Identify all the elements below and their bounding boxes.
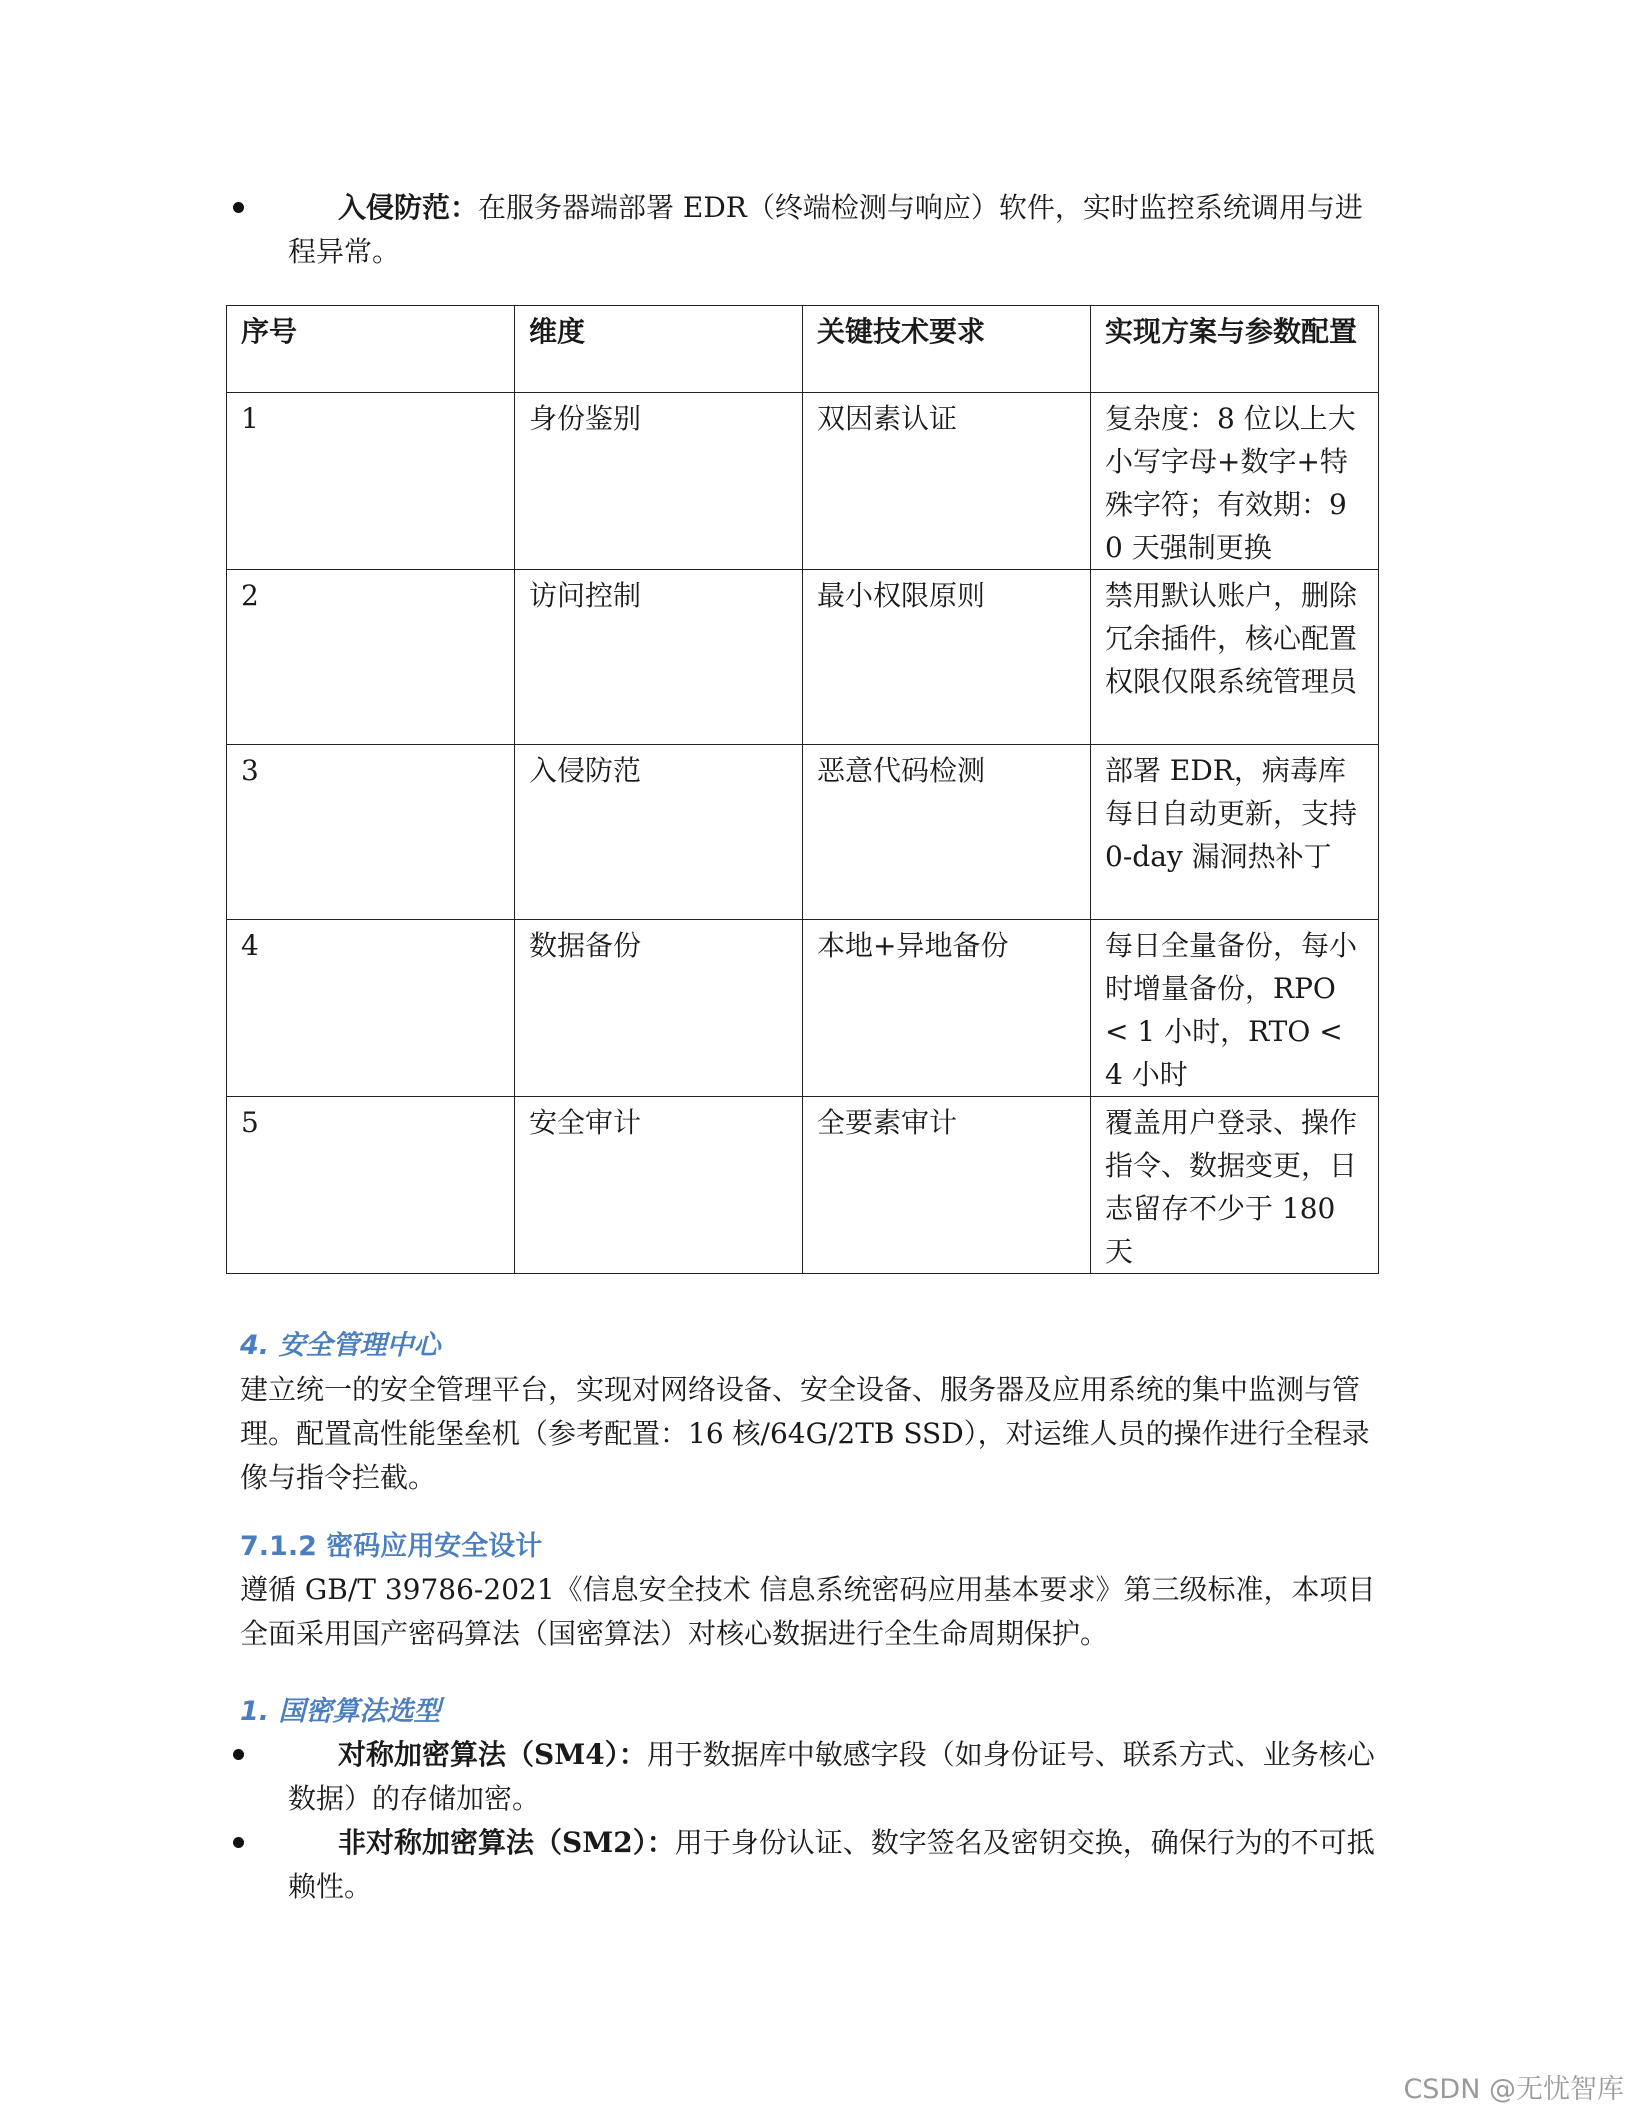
cell-index: 5 [227,1097,515,1274]
table-row [227,570,1379,745]
header-dimension: 维度 [515,306,803,393]
header-index: 序号 [227,306,515,393]
bullet-dot-icon [233,1749,244,1760]
bullet-lead: 对称加密算法（SM4）： [338,1738,647,1771]
cell-dimension: 数据备份 [515,920,803,1097]
section-heading-security-center: 4. 安全管理中心 [240,1330,441,1361]
cell-dimension: 访问控制 [515,570,803,745]
cell-index: 2 [227,570,515,745]
bullet-lead: 入侵防范： [338,191,479,224]
section-body-crypto-design: 遵循 GB/T 39786-2021《信息安全技术 信息系统密码应用基本要求》第三级标准，本项目全面采用国产密码算法（国密算法）对核心数据进行全生命周期保护。 [240,1573,1376,1650]
cell-requirement: 全要素审计 [803,1097,1091,1274]
bullet-text: 用于数据库中敏感字段（如身份证号、联系方式、业务核心数据）的存储加密。 [288,1738,1375,1815]
cell-index: 1 [227,393,515,570]
bullet-sm4 [236,1733,1386,1821]
cell-requirement: 双因素认证 [803,393,1091,570]
bullet-text: 在服务器端部署 EDR（终端检测与响应）软件，实时监控系统调用与进程异常。 [288,191,1363,268]
bullet-content [288,186,1386,274]
section-body-security-center: 建立统一的安全管理平台，实现对网络设备、安全设备、服务器及应用系统的集中监测与管理。配置高性能堡垒机（参考配置：16 核/64G/2TB SSD），对运维人员的操作进行全程录像与指令拦截。 [240,1373,1370,1494]
section-heading-algorithm-selection: 1. 国密算法选型 [240,1696,441,1727]
table-row [227,1097,1379,1274]
section-heading-crypto-design: 7.1.2 密码应用安全设计 [240,1531,543,1562]
cell-requirement: 最小权限原则 [803,570,1091,745]
bullet-sm2 [236,1821,1386,1909]
header-key-requirement: 关键技术要求 [803,306,1091,393]
bullet-content [288,1733,1386,1821]
cell-implementation: 覆盖用户登录、操作指令、数据变更，日志留存不少于 180 天 [1091,1097,1379,1274]
cell-dimension: 安全审计 [515,1097,803,1274]
bullet-dot-icon [233,202,244,213]
bullet-dot-icon [233,1837,244,1848]
header-implementation: 实现方案与参数配置 [1091,306,1379,393]
cell-requirement: 恶意代码检测 [803,745,1091,920]
table-row [227,393,1379,570]
bullet-lead: 非对称加密算法（SM2）： [338,1826,675,1859]
cell-requirement: 本地+异地备份 [803,920,1091,1097]
cell-dimension: 入侵防范 [515,745,803,920]
cell-dimension: 身份鉴别 [515,393,803,570]
cell-implementation: 禁用默认账户，删除冗余插件，核心配置权限仅限系统管理员 [1091,570,1379,745]
cell-index: 4 [227,920,515,1097]
cell-implementation: 复杂度：8 位以上大小写字母+数字+特殊字符；有效期：90 天强制更换 [1091,393,1379,570]
cell-index: 3 [227,745,515,920]
security-spec-table [226,305,1379,1274]
bullet-text: 用于身份认证、数字签名及密钥交换，确保行为的不可抵赖性。 [288,1826,1375,1903]
table-row [227,745,1379,920]
cell-implementation: 部署 EDR，病毒库每日自动更新，支持 0-day 漏洞热补丁 [1091,745,1379,920]
cell-implementation: 每日全量备份，每小时增量备份，RPO < 1 小时，RTO < 4 小时 [1091,920,1379,1097]
table-row [227,920,1379,1097]
table-header-row [227,306,1379,393]
bullet-intrusion-prevention [236,186,1386,274]
csdn-watermark: CSDN @无忧智库 [1403,2074,1624,2105]
bullet-content [288,1821,1386,1909]
